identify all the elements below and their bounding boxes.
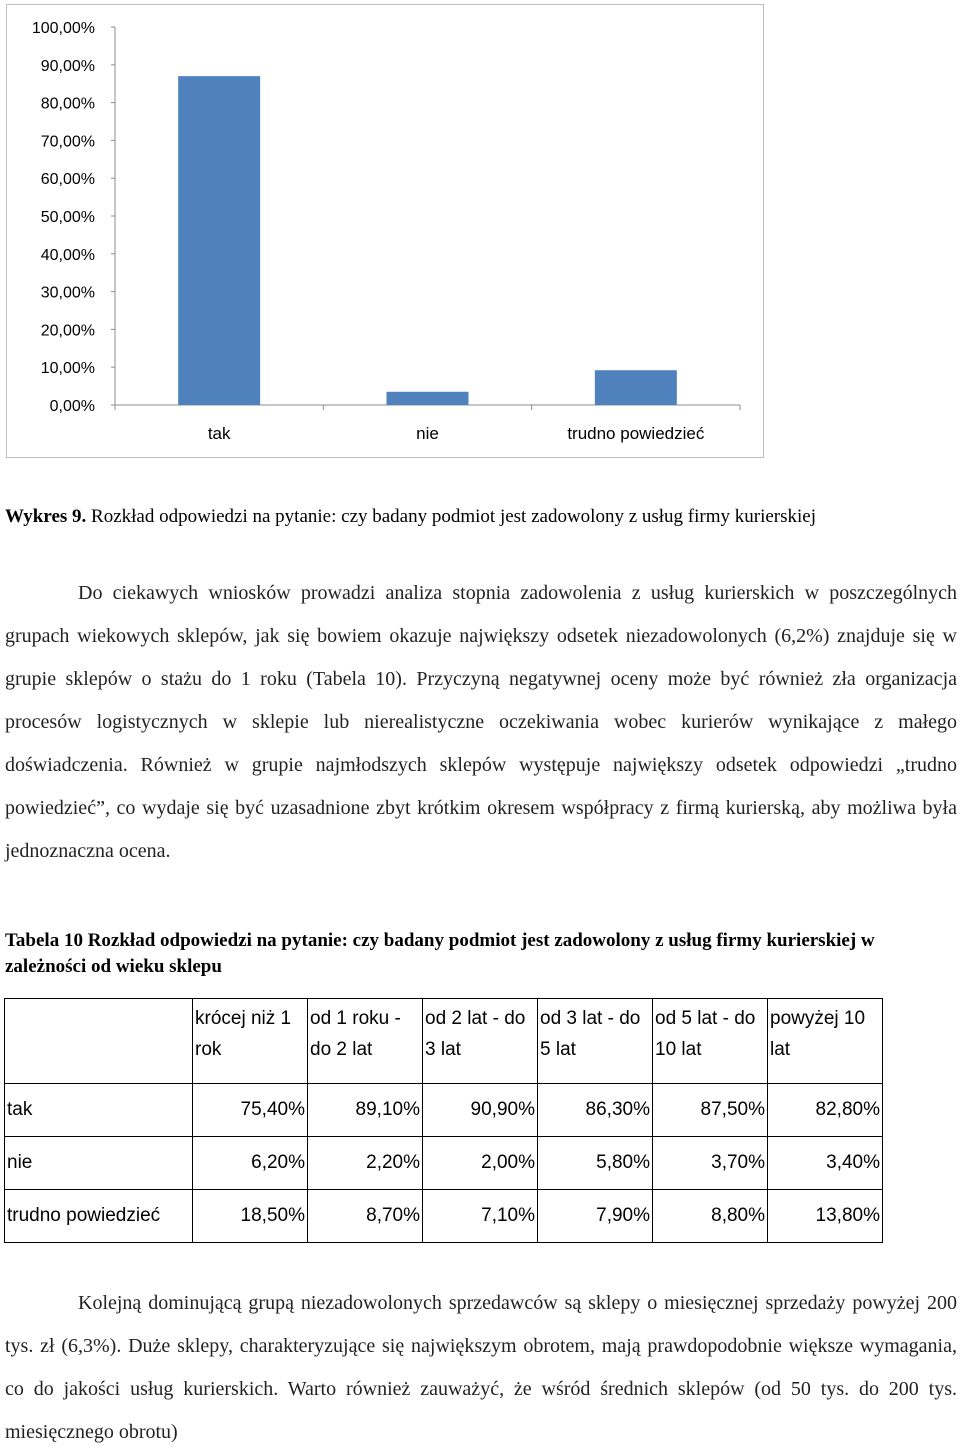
x-tick-label: tak (207, 424, 231, 443)
table-cell: 86,30% (538, 1084, 653, 1137)
paragraph-2 (5, 1282, 957, 1454)
y-tick-label: 70,00% (40, 133, 95, 151)
caption-text: Rozkład odpowiedzi na pytanie: czy badany podmiot jest zadowolony z usług firmy kurierskiej (91, 506, 817, 527)
y-tick-label: 80,00% (40, 95, 95, 113)
bar (178, 76, 260, 405)
chart-svg (7, 5, 765, 459)
table-cell: 75,40% (193, 1084, 308, 1137)
y-tick-label: 90,00% (40, 57, 95, 75)
bar (595, 370, 677, 405)
caption-label: Wykres 9. (5, 506, 87, 527)
row-label: tak (5, 1084, 193, 1137)
chart-caption (5, 505, 955, 529)
header-cell: powyżej 10 lat (768, 999, 883, 1084)
y-tick-label: 40,00% (40, 246, 95, 264)
table-cell: 89,10% (308, 1084, 423, 1137)
y-tick-label: 100,00% (31, 20, 95, 37)
table-cell: 5,80% (538, 1137, 653, 1190)
y-tick-label: 30,00% (40, 284, 95, 302)
table-cell: 3,70% (653, 1137, 768, 1190)
x-tick-label: trudno powiedzieć (567, 424, 705, 443)
table-row (5, 1084, 883, 1137)
bar (387, 392, 469, 405)
y-tick-label: 20,00% (40, 322, 95, 340)
x-tick-label: nie (416, 424, 439, 443)
y-tick-label: 50,00% (40, 209, 95, 226)
y-tick-label: 10,00% (40, 360, 95, 378)
table-row (5, 1190, 883, 1243)
paragraph-1 (5, 572, 957, 873)
table-cell: 87,50% (653, 1084, 768, 1137)
table-cell: 13,80% (768, 1190, 883, 1243)
table-header-row (5, 999, 883, 1084)
header-cell: od 2 lat - do 3 lat (423, 999, 538, 1084)
row-label: nie (5, 1137, 193, 1190)
table-cell: 2,20% (308, 1137, 423, 1190)
table-caption: Tabela 10 Rozkład odpowiedzi na pytanie: czy badany podmiot jest zadowolony z usług firmy kurierskiej w zależności od wieku sklepu (5, 930, 875, 977)
table-cell: 8,80% (653, 1190, 768, 1243)
bar-chart (6, 4, 764, 458)
table-cell: 3,40% (768, 1137, 883, 1190)
table-cell: 6,20% (193, 1137, 308, 1190)
table-cell: 2,00% (423, 1137, 538, 1190)
y-tick-label: 60,00% (40, 171, 95, 189)
header-cell: od 3 lat - do 5 lat (538, 999, 653, 1084)
table-cell: 8,70% (308, 1190, 423, 1243)
table-cell: 18,50% (193, 1190, 308, 1243)
paragraph-1-text: Do ciekawych wniosków prowadzi analiza stopnia zadowolenia z usług kurierskich w poszczególnych grupach wiekowych sklepów, jak się bowiem okazuje największy odsetek niezadowolonych (6,2%) znajduje się w grupie sklepów o stażu do 1 roku (Tabela 10). Przyczyną negatywnej oceny może być również zła organizacja procesów logistycznych w sklepie lub nierealistyczne oczekiwania wobec kurierów wynikające z małego doświadczenia. Również w grupie najmłodszych sklepów występuje największy odsetek odpowiedzi „trudno powiedzieć”, co wydaje się być uzasadnione zbyt krótkim okresem współpracy z firmą kurierską, aby możliwa była jednoznaczna ocena. (5, 582, 957, 862)
table-cell: 7,10% (423, 1190, 538, 1243)
table-cell: 82,80% (768, 1084, 883, 1137)
table-cell: 90,90% (423, 1084, 538, 1137)
header-cell: krócej niż 1 rok (193, 999, 308, 1084)
header-empty (5, 999, 193, 1084)
paragraph-2-text: Kolejną dominującą grupą niezadowolonych sprzedawców są sklepy o miesięcznej sprzedaży powyżej 200 tys. zł (6,3%). Duże sklepy, charakteryzujące się największym obrotem, mają prawdopodobnie większe wymagania, co do jakości usług kurierskich. Warto również zauważyć, że wśród średnich sklepów (od 50 tys. do 200 tys. miesięcznego obrotu) (5, 1292, 957, 1443)
header-cell: od 1 roku - do 2 lat (308, 999, 423, 1084)
data-table (4, 998, 883, 1243)
table-row (5, 1137, 883, 1190)
header-cell: od 5 lat - do 10 lat (653, 999, 768, 1084)
table-cell: 7,90% (538, 1190, 653, 1243)
y-tick-label: 0,00% (49, 398, 95, 415)
row-label: trudno powiedzieć (5, 1190, 193, 1243)
